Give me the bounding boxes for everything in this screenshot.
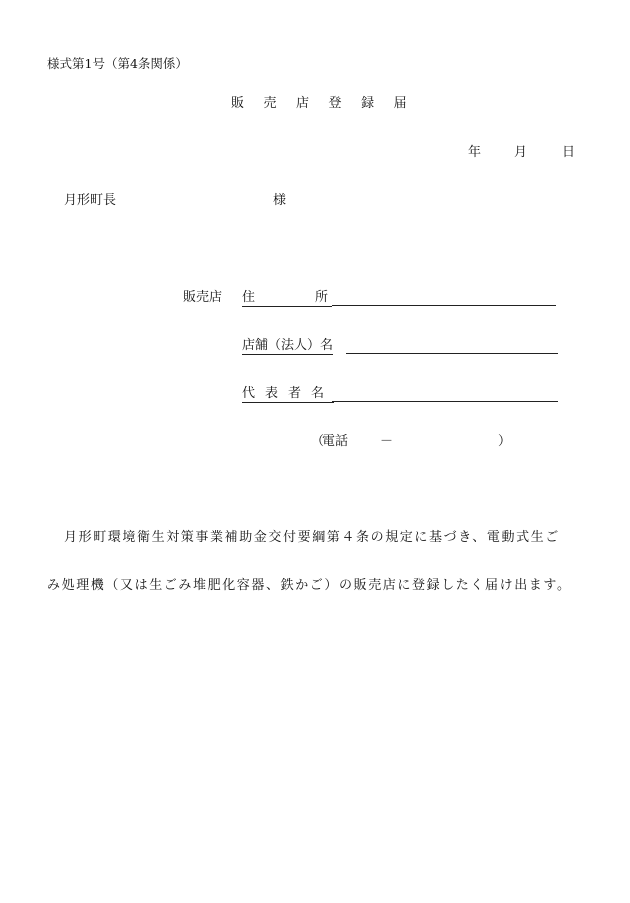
title-char: 登 <box>328 96 342 111</box>
address-label-char: 住 <box>242 290 256 305</box>
store-name-line[interactable] <box>346 353 558 354</box>
title-char: 届 <box>393 96 407 111</box>
title-char: 録 <box>361 96 375 111</box>
phone-dash: － <box>380 434 394 449</box>
address-label-char: 所 <box>315 290 329 305</box>
phone-close-paren: ） <box>498 434 512 449</box>
representative-line[interactable] <box>332 401 558 402</box>
title-char: 販 <box>231 96 245 111</box>
phone-open-paren: （ <box>311 434 325 449</box>
address-label <box>242 290 332 307</box>
recipient: 月形町長 <box>64 193 117 208</box>
title-char: 店 <box>296 96 310 111</box>
form-number: 様式第1号（第4条関係） <box>47 56 188 71</box>
shop-label: 販売店 <box>183 290 223 305</box>
body-text-line-1: 月形町環境衛生対策事業補助金交付要綱第４条の規定に基づき、電動式生ご <box>64 530 560 545</box>
representative-label-char: 表 <box>265 386 279 401</box>
representative-label <box>242 386 334 403</box>
title-char: 売 <box>263 96 277 111</box>
address-line[interactable] <box>332 305 556 306</box>
document-title <box>231 96 426 112</box>
representative-label-char: 者 <box>288 386 302 401</box>
date-day-label: 日 <box>562 145 576 160</box>
store-name-label: 店舗（法人）名 <box>242 338 334 353</box>
representative-label-char: 名 <box>311 386 325 401</box>
date-year-label: 年 <box>468 145 482 160</box>
representative-label-char: 代 <box>242 386 256 401</box>
honorific: 様 <box>273 193 287 208</box>
phone-label: 電話 <box>322 434 349 449</box>
date-month-label: 月 <box>514 145 528 160</box>
body-text-line-2: み処理機（又は生ごみ堆肥化容器、鉄かご）の販売店に登録したく届け出ます。 <box>47 578 572 593</box>
